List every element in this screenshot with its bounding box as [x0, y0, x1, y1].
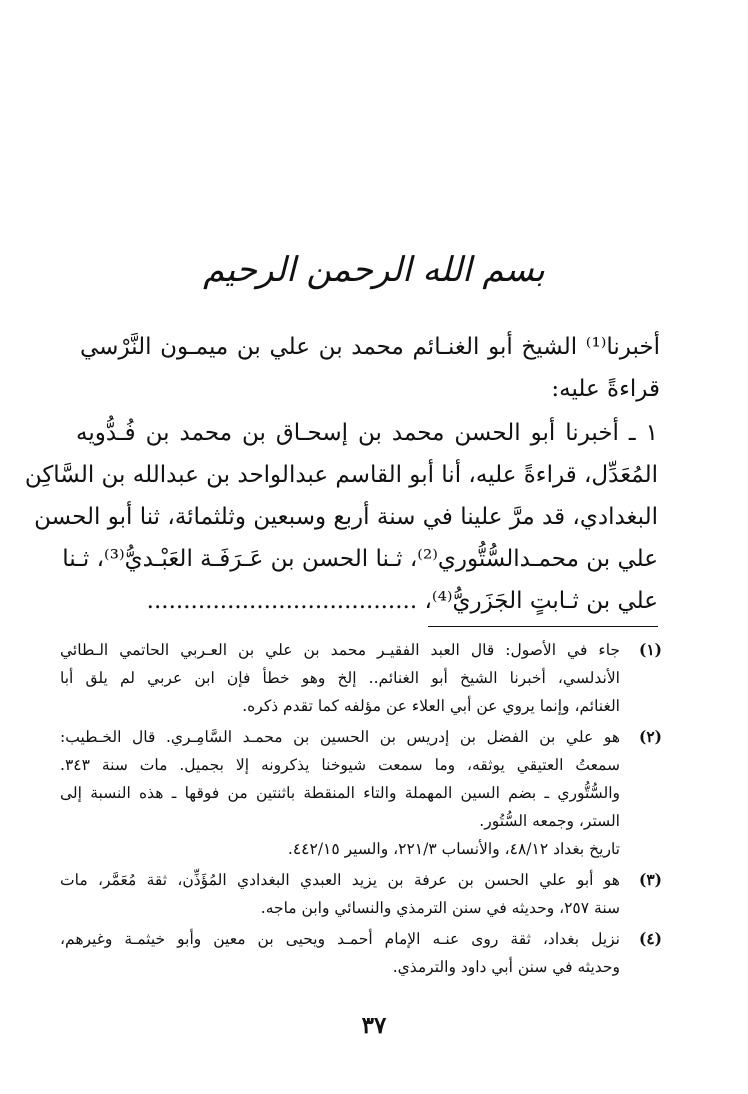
footnote-line: سمعتُ العتيقي يوثقه، وما سمعت شيوخنا يذكرونه إلا بجميل. مات سنة ٣٤٣.	[60, 756, 620, 774]
footnote-line: الغنائم، وإنما يروي عن أبي العلاء عن مؤلفه كما تقدم ذكره.	[242, 697, 620, 715]
hadith-line: المُعَدِّل، قراءةً عليه، أنا أبو القاسم عبدالواحد بن عبدالله بن السَّاكِن	[24, 462, 658, 488]
footnote-line: الأندلسي، أخبرنا الشيخ أبو الغنائم.. إلخ وهو خطأ فإن ابن عربي لم يلق أبا	[60, 669, 620, 687]
intro-paragraph	[80, 326, 660, 410]
footnote-number: (١)	[638, 640, 662, 659]
footnote-body	[60, 925, 620, 981]
basmala-heading: بسم الله الرحمن الرحيم	[203, 250, 545, 290]
footnote-divider	[428, 626, 658, 627]
footnote-number: (٤)	[638, 929, 662, 948]
footnote-line: سنة ٢٥٧، وحديثه في سنن الترمذي والنسائي وابن ماجه.	[260, 899, 620, 917]
footnote-body	[60, 866, 620, 922]
footnote-line: تاريخ بغداد ٤٨/١٢، والأنساب ٢٢١/٣، والسير ٤٤٢/١٥.	[287, 840, 620, 858]
footnote	[60, 925, 662, 981]
hadith-line: البغدادي، قد مرَّ علينا في سنة أربع وسبعين وثلثمائة، ثنا أبو الحسن	[34, 504, 658, 530]
intro-line: أخبرنا⁽¹⁾ الشيخ أبو الغنـائم محمد بن علي بن ميمـون النَّرْسي	[80, 334, 660, 360]
hadith-line-final	[76, 580, 658, 622]
footnote-number: (٢)	[638, 727, 662, 746]
page-number: ٣٧	[361, 1012, 387, 1039]
footnote-line: وحديثه في سنن أبي داود والترمذي.	[392, 958, 620, 976]
footnote-number: (٣)	[638, 870, 662, 889]
footnote-line: هو علي بن الفضل بن إدريس بن الحسين بن محمـد السَّامِـري. قال الخـطيب:	[60, 728, 620, 746]
hadith-line: علي بن محمـدالسُّتُّوري⁽²⁾، ثـنا الحسن بن عَـرَفَـة العَبْـديُّ⁽³⁾، ثـنا	[62, 546, 658, 572]
footnote-line: جاء في الأصول: قال العبد الفقيـر محمد بن علي بن العـربي الحاتمي الـطائي	[60, 641, 620, 659]
footnote-line: والسُّتُّوري ـ بضم السين المهملة والتاء المنقطة باثنتين من فوقها ـ هذه النسبة إلى	[60, 784, 620, 802]
intro-line: قراءةً عليه:	[551, 376, 660, 402]
footnote	[60, 636, 662, 720]
footnote-line: الستر، وجمعه السُّتُور.	[479, 812, 620, 830]
hadith-line-text: علي بن ثـابتٍ الجَزَريُّ⁽⁴⁾،	[424, 588, 658, 614]
hadith-paragraph	[24, 412, 658, 622]
footnote-body	[60, 636, 620, 720]
footnotes-section	[60, 636, 662, 984]
footnote-line: هو أبو علي الحسن بن عرفة بن يزيد العبدي البغدادي المُؤَذِّن، ثقة مُعَمَّر، مات	[60, 871, 620, 889]
footnote-line: نزيل بغداد، ثقة روى عنـه الإمام أحمـد ويحيى بن معين وأبو خيثمـة وغيرهم،	[60, 930, 620, 948]
ellipsis-dots: .....................................	[146, 588, 418, 614]
footnote-body	[60, 723, 620, 863]
footnote	[60, 723, 662, 863]
hadith-line: ١ ـ أخبرنا أبو الحسن محمد بن إسحـاق بن محمد بن فُـدُّويه	[76, 420, 658, 446]
footnote	[60, 866, 662, 922]
